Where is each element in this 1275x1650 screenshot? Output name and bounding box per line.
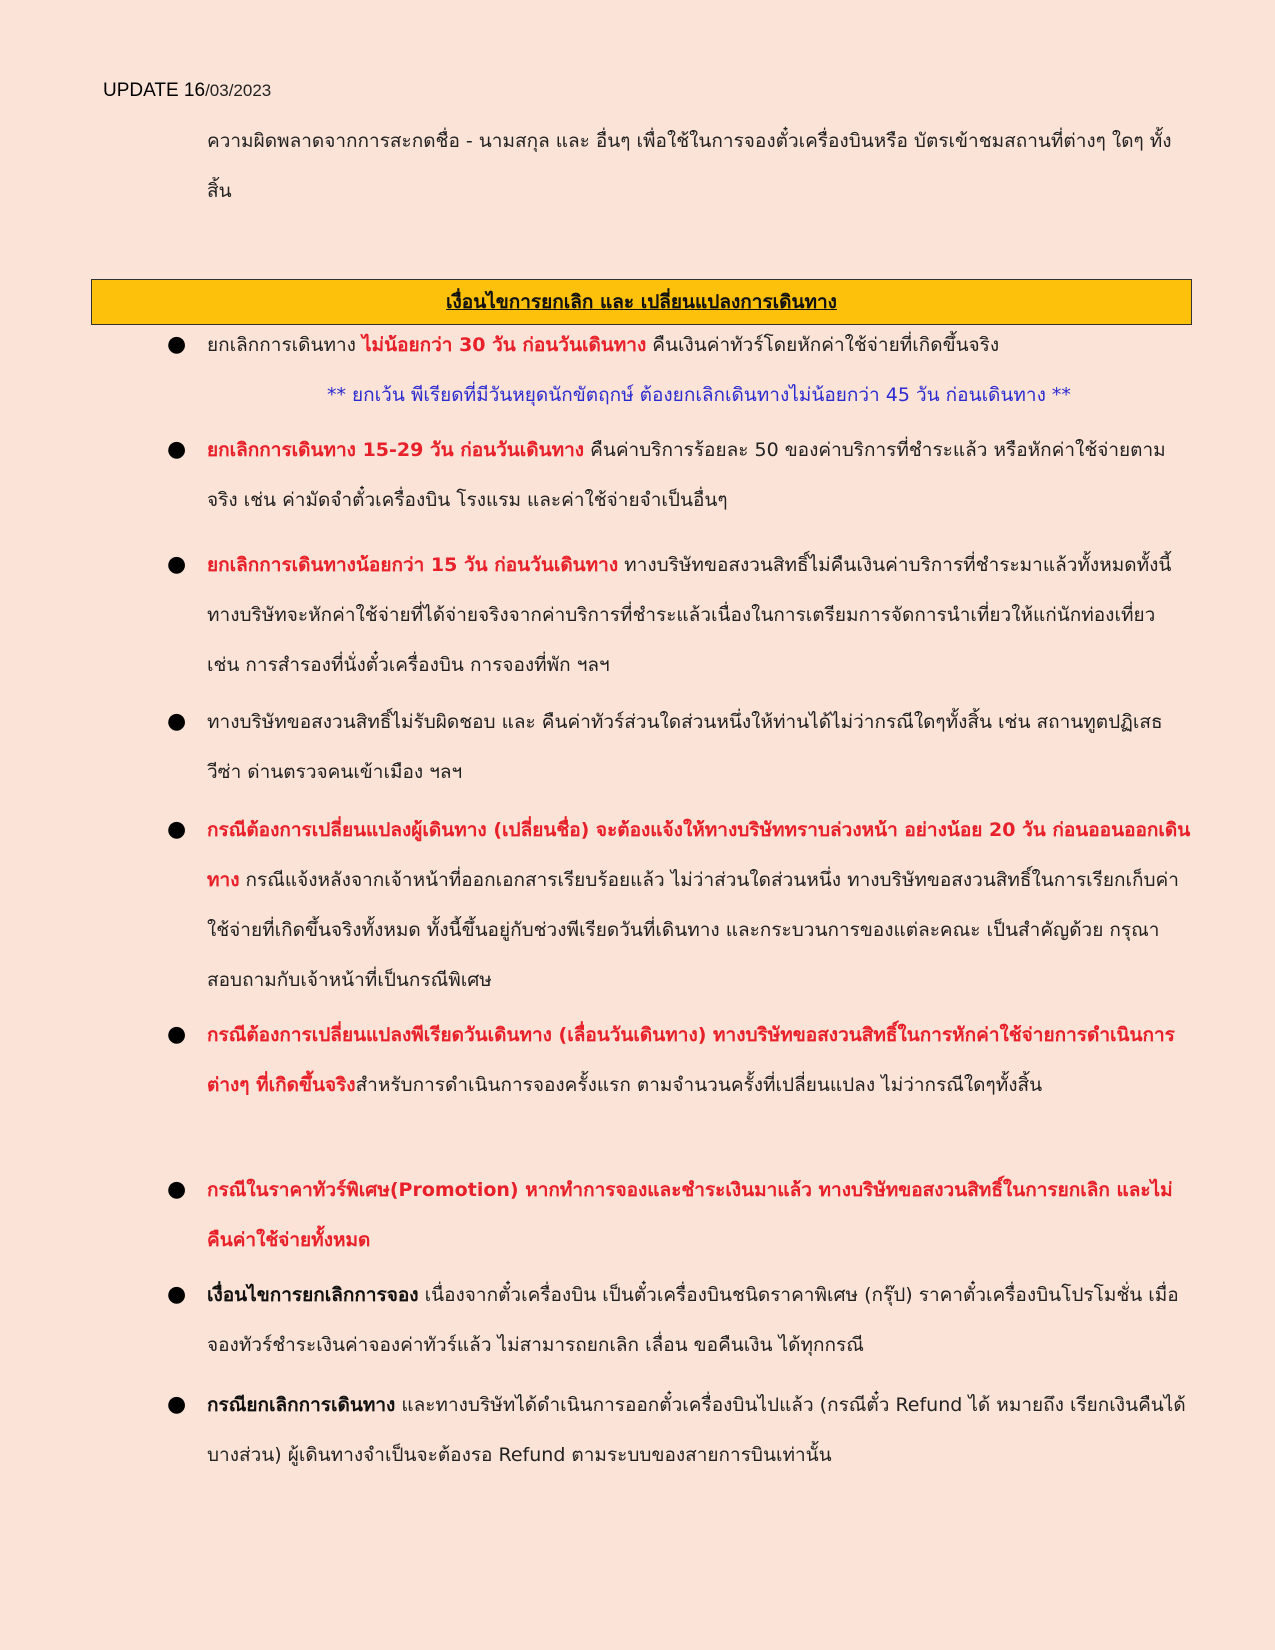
bullet-icon: ●	[167, 817, 187, 842]
bullet-icon: ●	[167, 1022, 187, 1047]
bullet-icon: ●	[167, 1392, 187, 1417]
list-item: ● กรณีต้องการเปลี่ยนแปลงพีเรียดวันเดินทาง (เลื่อนวันเดินทาง) ทางบริษัทขอสงวนสิทธิ์ในการหักค่าใช้จ่ายการดำเนินการต่างๆ ที่เกิดขึ้นจริงสำหรับการดำเนินการจองครั้งแรก ตามจำนวนครั้งที่เปลี่ยนแปลง ไม่ว่ากรณีใดๆทั้งสิ้น	[207, 1010, 1191, 1110]
bullet-icon: ●	[167, 709, 187, 734]
bullet-icon: ●	[167, 437, 187, 462]
list-item: ● ยกเลิกการเดินทางน้อยกว่า 15 วัน ก่อนวันเดินทาง ทางบริษัทขอสงวนสิทธิ์ไม่คืนเงินค่าบริการที่ชำระมาแล้วทั้งหมดทั้งนี้ ทางบริษัทจะหักค่าใช้จ่ายที่ได้จ่ายจริงจากค่าบริการที่ชำระแล้วเนื่องในการเตรียมการจัดการนำเที่ยวให้แก่นักท่องเที่ยว เช่น การสำรองที่นั่งตั๋วเครื่องบิน การจองที่พัก ฯลฯ	[207, 540, 1191, 690]
section-title: เงื่อนไขการยกเลิก และ เปลี่ยนแปลงการเดินทาง	[91, 279, 1192, 325]
update-label: UPDATE 16/03/2023	[103, 80, 272, 101]
bullet-icon: ●	[167, 552, 187, 577]
list-item: ● เงื่อนไขการยกเลิกการจอง เนื่องจากตั๋วเครื่องบิน เป็นตั๋วเครื่องบินชนิดราคาพิเศษ (กรุ๊ป) ราคาตั๋วเครื่องบินโปรโมชั่น เมื่อจองทัวร์ชำระเงินค่าจองค่าทัวร์แล้ว ไม่สามารถยกเลิก เลื่อน ขอคืนเงิน ได้ทุกกรณี	[207, 1270, 1191, 1370]
list-item: ● กรณียกเลิกการเดินทาง และทางบริษัทได้ดำเนินการออกตั๋วเครื่องบินไปแล้ว (กรณีตั๋ว Refund ได้ หมายถึง เรียกเงินคืนได้บางส่วน) ผู้เดินทางจำเป็นจะต้องรอ Refund ตามระบบของสายการบินเท่านั้น	[207, 1380, 1191, 1480]
bullet-icon: ●	[167, 1177, 187, 1202]
list-item: ● ยกเลิกการเดินทาง 15-29 วัน ก่อนวันเดินทาง คืนค่าบริการร้อยละ 50 ของค่าบริการที่ชำระแล้ว หรือหักค่าใช้จ่ายตามจริง เช่น ค่ามัดจำตั๋วเครื่องบิน โรงแรม และค่าใช้จ่ายจำเป็นอื่นๆ	[207, 425, 1191, 525]
list-item: ● กรณีต้องการเปลี่ยนแปลงผู้เดินทาง (เปลี่ยนชื่อ) จะต้องแจ้งให้ทางบริษัททราบล่วงหน้า อย่างน้อย 20 วัน ก่อนออนออกเดินทาง กรณีแจ้งหลังจากเจ้าหน้าที่ออกเอกสารเรียบร้อยแล้ว ไม่ว่าส่วนใดส่วนหนึ่ง ทางบริษัทขอสงวนสิทธิ์ในการเรียกเก็บค่าใช้จ่ายที่เกิดขึ้นจริงทั้งหมด ทั้งนี้ขึ้นอยู่กับช่วงพีเรียดวันที่เดินทาง และกระบวนการของแต่ละคณะ เป็นสำคัญด้วย กรุณาสอบถามกับเจ้าหน้าที่เป็นกรณีพิเศษ	[207, 805, 1191, 1005]
bullet-icon: ●	[167, 1282, 187, 1307]
list-item: ● ยกเลิกการเดินทาง ไม่น้อยกว่า 30 วัน ก่อนวันเดินทาง คืนเงินค่าทัวร์โดยหักค่าใช้จ่ายที่เกิดขึ้นจริง	[207, 320, 1191, 370]
update-date: /03/2023	[205, 81, 272, 100]
exception-note: ** ยกเว้น พีเรียดที่มีวันหยุดนักขัตฤกษ์ ต้องยกเลิกเดินทางไม่น้อยกว่า 45 วัน ก่อนเดินทาง **	[327, 384, 1071, 406]
list-item: ● ทางบริษัทขอสงวนสิทธิ์ไม่รับผิดชอบ และ คืนค่าทัวร์ส่วนใดส่วนหนึ่งให้ท่านได้ไม่ว่ากรณีใดๆทั้งสิ้น เช่น สถานทูตปฏิเสธวีซ่า ด่านตรวจคนเข้าเมือง ฯลฯ	[207, 697, 1191, 797]
intro-paragraph: ความผิดพลาดจากการสะกดชื่อ - นามสกุล และ อื่นๆ เพื่อใช้ในการจองตั๋วเครื่องบินหรือ บัตรเข้าชมสถานที่ต่างๆ ใดๆ ทั้งสิ้น	[207, 130, 1172, 202]
bullet-icon: ●	[167, 332, 187, 357]
list-item: ● กรณีในราคาทัวร์พิเศษ(Promotion) หากทำการจองและชำระเงินมาแล้ว ทางบริษัทขอสงวนสิทธิ์ในการยกเลิก และไม่คืนค่าใช้จ่ายทั้งหมด	[207, 1165, 1191, 1265]
